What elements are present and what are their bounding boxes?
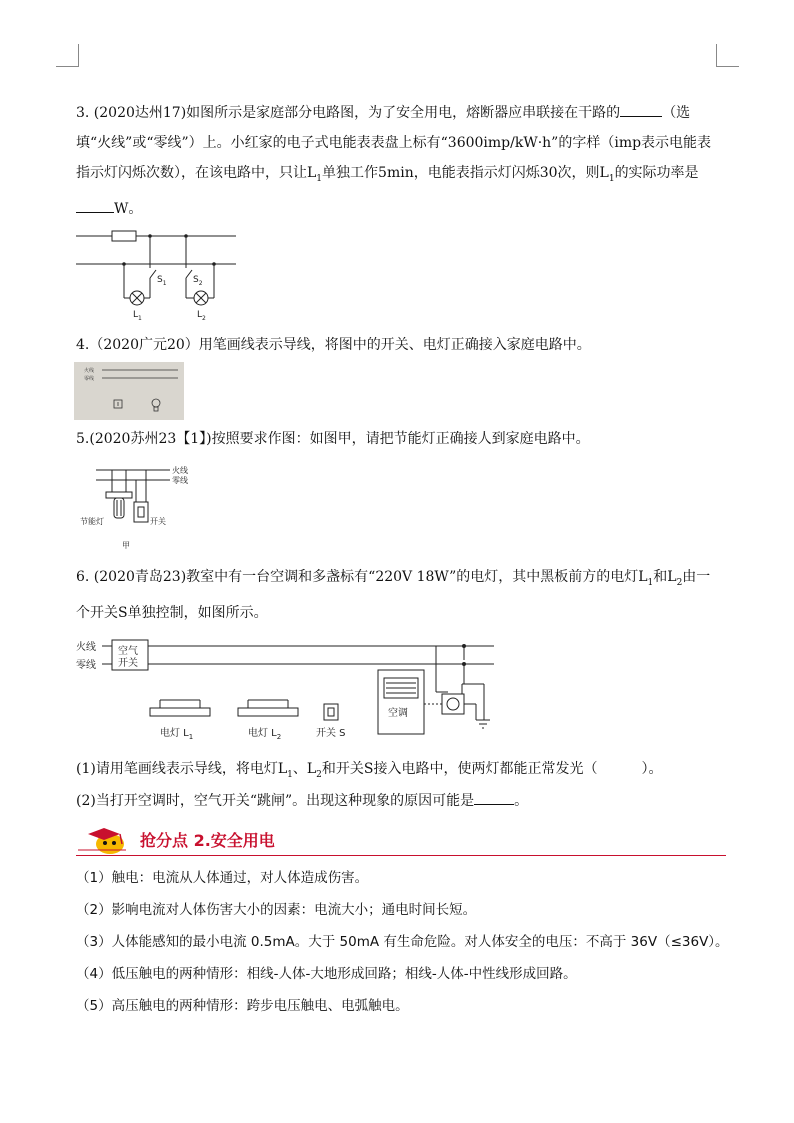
figure-4-photo	[74, 362, 184, 420]
fig5-caption: 甲	[122, 541, 130, 550]
question-4	[76, 330, 722, 360]
q3-text-4: 的实际功率是	[614, 165, 699, 181]
q6-p1-text-a: (1)请用笔画线表示导线，将电灯L	[76, 761, 288, 777]
section-header	[76, 826, 726, 856]
q6-p1-sub-1: 1	[287, 769, 293, 780]
fig6-lamp2-label: 电灯 L	[248, 728, 277, 739]
section-rule	[76, 855, 726, 856]
svg-text:L2	[197, 310, 206, 322]
bulb-icon	[152, 399, 160, 407]
q6-p2-blank[interactable]	[474, 790, 514, 805]
l1-sub: 1	[138, 315, 142, 322]
fig4-neutral-label: 零线	[84, 376, 95, 382]
l1-label: L	[133, 310, 139, 320]
l2-sub: 2	[202, 315, 206, 322]
fig5-live-label: 火线	[172, 466, 188, 475]
svg-text:电灯 L1	[160, 726, 193, 741]
fig6-lamp1-label: 电灯 L	[160, 728, 189, 739]
fig6-breaker-label-1: 空气	[118, 646, 138, 657]
graduation-cap-mascot-icon	[76, 826, 132, 856]
q3-blank-1[interactable]	[620, 102, 662, 117]
fig6-neutral-label: 零线	[76, 660, 96, 671]
q6-sub-2: 2	[676, 577, 683, 588]
air-conditioner-icon	[378, 670, 424, 734]
switch-s-icon	[324, 704, 338, 720]
list-item	[76, 962, 736, 982]
fig6-lamp2-sub: 2	[276, 733, 282, 741]
fig4-live-label: 火线	[84, 368, 95, 374]
figure-6-svg	[76, 634, 496, 744]
fuse-icon	[112, 231, 136, 241]
q6-p1-text-d: ）。	[641, 761, 663, 777]
q6-p1-sub-2: 2	[316, 769, 322, 780]
svg-text:S1	[157, 275, 167, 287]
s2-sub: 2	[198, 280, 203, 287]
fig6-live-label: 火线	[76, 642, 96, 653]
q3-text-5: W。	[114, 200, 143, 217]
q6-text-1: 6. (2020青岛23)教室中有一台空调和多盏标有“220V 18W”的电灯，其中黑板前方的电灯L	[76, 569, 648, 585]
question-6	[76, 562, 722, 628]
question-6-part-2	[76, 786, 722, 816]
svg-text:电灯 L2	[248, 726, 281, 741]
svg-text:L1	[133, 310, 142, 322]
point-4-text: （4）低压触电的两种情形：相线-人体-大地形成回路；相线-人体-中性线形成回路。	[76, 966, 577, 982]
q3-sub-2: 1	[608, 173, 615, 184]
section-title: 抢分点 2.安全用电	[140, 831, 275, 850]
s1-sub: 1	[162, 280, 167, 287]
energy-saving-lamp-icon	[114, 498, 124, 518]
l2-label: L	[197, 310, 203, 320]
fig6-ac-label: 空调	[388, 708, 408, 719]
figure-3-svg	[76, 226, 246, 322]
q3-blank-2[interactable]	[76, 198, 114, 213]
q3-text-2: （选填“火线”或“零线”）上。小红家的电子式电能表表盘上标有“3600imp/kW·h”的字样（imp表示电能表指示灯闪烁次数），在该电路中，只让L	[76, 105, 712, 181]
fig6-lamp1-sub: 1	[188, 733, 194, 741]
s2-label: S	[193, 275, 199, 285]
figure-5-circuit	[76, 462, 212, 554]
list-item	[76, 866, 736, 886]
figure-4-svg	[74, 362, 184, 420]
q6-p2-text-a: (2)当打开空调时，空气开关“跳闸”。出现这种现象的原因可能是	[76, 793, 475, 809]
fig6-breaker-label-2: 开关	[118, 658, 138, 669]
list-item	[76, 898, 736, 918]
question-3	[76, 98, 722, 224]
point-1-text: （1）触电：电流从人体通过，对人体造成伤害。	[76, 870, 369, 886]
fig6-switch-label: 开关 S	[316, 728, 346, 739]
list-item	[76, 930, 736, 950]
figure-5-svg	[76, 462, 212, 554]
fig5-switch-label: 开关	[150, 517, 166, 526]
point-2-text: （2）影响电流对人体伤害大小的因素：电流大小；通电时间长短。	[76, 902, 477, 918]
svg-text:S2	[193, 275, 203, 287]
q3-text-3: 单独工作5min，电能表指示灯闪烁30次，则L	[322, 165, 609, 181]
wall-switch-icon	[134, 502, 148, 522]
q6-p2-text-b: 。	[514, 793, 529, 809]
list-item	[76, 994, 736, 1014]
q6-sub-1: 1	[647, 577, 654, 588]
point-3-text: （3）人体能感知的最小电流 0.5mA。大于 50mA 有生命危险。对人体安全的电压：不高于 36V（≤36V）。	[76, 934, 729, 950]
question-5	[76, 424, 722, 454]
point-5-text: （5）高压触电的两种情形：跨步电压触电、电弧触电。	[76, 998, 409, 1014]
corner-mark-top-right	[716, 44, 739, 67]
figure-3-circuit	[76, 226, 246, 322]
q5-text: 5.(2020苏州23【1】)按照要求作图：如图甲，请把节能灯正确接人到家庭电路中。	[76, 431, 590, 447]
q6-text-2: 和L	[653, 569, 677, 585]
lamp-l1-icon	[150, 708, 210, 716]
fig5-lamp-label: 节能灯	[80, 517, 104, 526]
q3-text-1: 3. (2020达州17)如图所示是家庭部分电路图，为了安全用电，熔断器应串联接在干路的	[76, 105, 621, 121]
q3-sub-1: 1	[316, 173, 323, 184]
question-6-part-1	[76, 754, 722, 790]
s1-label: S	[157, 275, 163, 285]
q4-text: 4.（2020广元20）用笔画线表示导线，将图中的开关、电灯正确接入家庭电路中。	[76, 337, 591, 353]
corner-mark-top-left	[56, 44, 79, 67]
q6-p1-text-c: 和开关S接入电路中，使两灯都能正常发光（	[321, 761, 598, 777]
figure-6-classroom-circuit	[76, 634, 496, 744]
socket-icon	[442, 694, 464, 714]
fig5-neutral-label: 零线	[172, 476, 188, 485]
q6-text-3: 由一个开关S单独控制，如图所示。	[76, 569, 711, 621]
q6-p1-text-b: 、L	[292, 761, 317, 777]
lamp-l2-icon	[238, 708, 298, 716]
